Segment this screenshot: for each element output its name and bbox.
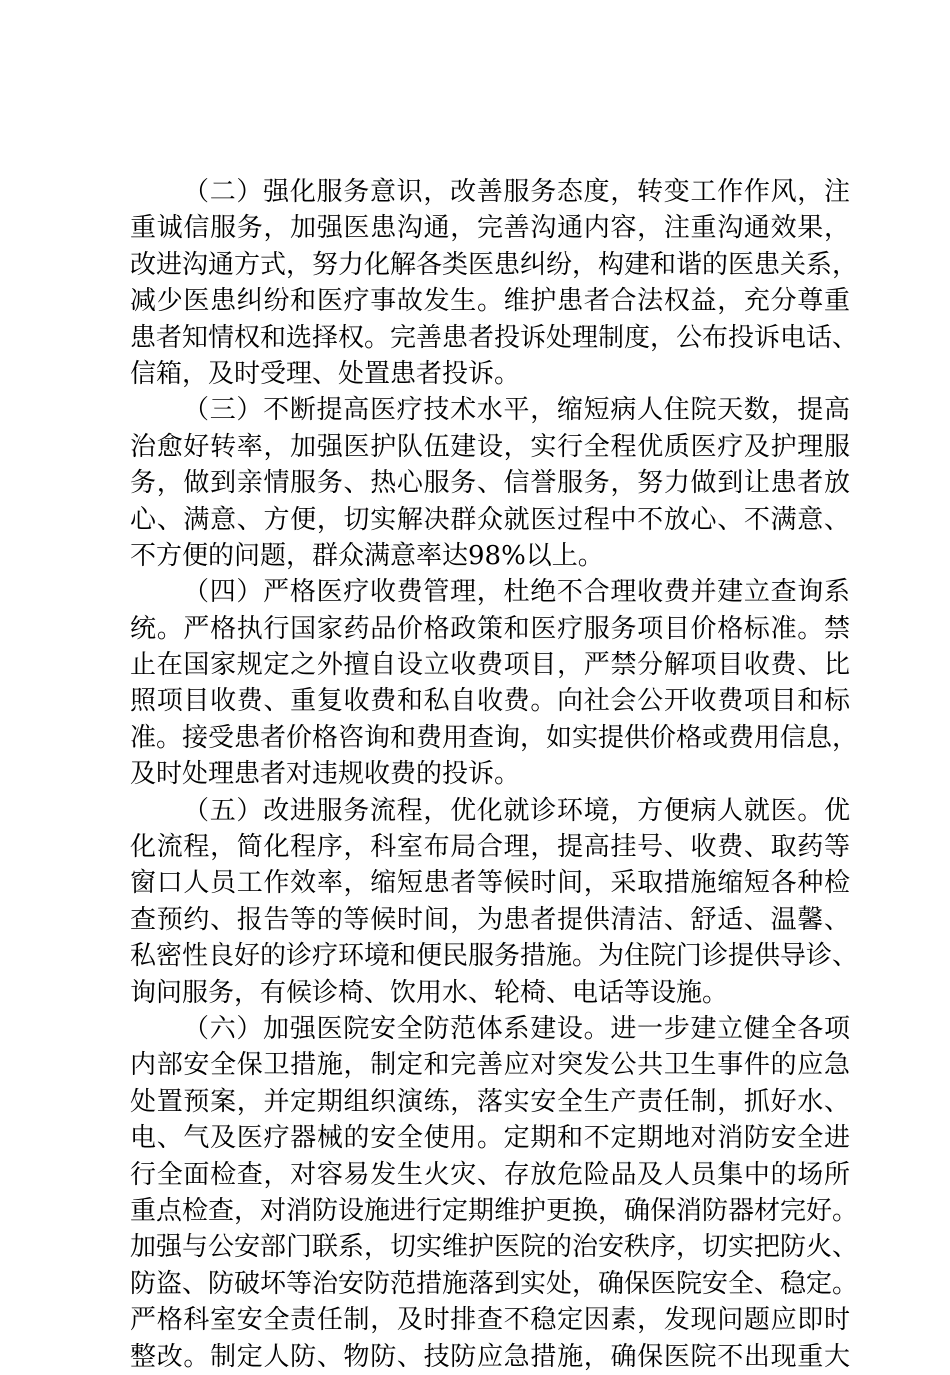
text-line: 防盗、防破坏等治安防范措施落到实处，确保医院安全、稳定。: [130, 1268, 859, 1299]
text-line: （二）强化服务意识，改善服务态度，转变工作作风，注: [183, 177, 850, 207]
text-line: 行全面检查，对容易发生火灾、存放危险品及人员集中的场所: [130, 1159, 850, 1190]
text-line: 止在国家规定之外擅自设立收费项目，严禁分解项目收费、比: [130, 650, 850, 681]
text-line: 内部安全保卫措施，制定和完善应对突发公共卫生事件的应急: [130, 1050, 850, 1081]
text-line: 整改。制定人防、物防、技防应急措施，确保医院不出现重大: [130, 1341, 850, 1372]
text-line: 私密性良好的诊疗环境和便民服务措施。为住院门诊提供导诊、: [130, 941, 859, 972]
text-line: 询问服务，有候诊椅、饮用水、轮椅、电话等设施。: [130, 977, 729, 1008]
text-line: 及时处理患者对违规收费的投诉。: [130, 759, 521, 790]
text-line: 信箱，及时受理、处置患者投诉。: [130, 358, 521, 389]
text-line: 处置预案，并定期组织演练，落实安全生产责任制，抓好水、: [130, 1086, 850, 1117]
text-line: （五）改进服务流程，优化就诊环境，方便病人就医。优: [183, 795, 850, 826]
text-line: （三）不断提高医疗技术水平，缩短病人住院天数，提高: [183, 395, 850, 426]
text-line: 电、气及医疗器械的安全使用。定期和不定期地对消防安全进: [130, 1123, 850, 1154]
text-line: 务，做到亲情服务、热心服务、信誉服务，努力做到让患者放: [130, 468, 850, 499]
text-line: 准。接受患者价格咨询和费用查询，如实提供价格或费用信息，: [130, 722, 859, 753]
text-line: 化流程，简化程序，科室布局合理，提高挂号、收费、取药等: [130, 832, 850, 863]
text-line: 统。严格执行国家药品价格政策和医疗服务项目价格标准。禁: [130, 613, 850, 644]
text-line: 减少医患纠纷和医疗事故发生。维护患者合法权益，充分尊重: [130, 286, 850, 317]
text-line: 改进沟通方式，努力化解各类医患纠纷，构建和谐的医患关系，: [130, 249, 859, 280]
text-line: 重诚信服务，加强医患沟通，完善沟通内容，注重沟通效果，: [130, 213, 850, 244]
text-line: 窗口人员工作效率，缩短患者等候时间，采取措施缩短各种检: [130, 868, 850, 899]
text-line: 加强与公安部门联系，切实维护医院的治安秩序，切实把防火、: [130, 1232, 859, 1263]
text-line: 严格科室安全责任制，及时排查不稳定因素，发现问题应即时: [130, 1305, 850, 1336]
document-body: [130, 174, 859, 1375]
text-line: 患者知情权和选择权。完善患者投诉处理制度，公布投诉电话、: [130, 322, 859, 353]
text-line: 治愈好转率，加强医护队伍建设，实行全程优质医疗及护理服: [130, 431, 850, 462]
text-line: 查预约、报告等的等候时间，为患者提供清洁、舒适、温馨、: [130, 904, 850, 935]
text-line: （六）加强医院安全防范体系建设。进一步建立健全各项: [183, 1013, 850, 1044]
text-line: 重点检查，对消防设施进行定期维护更换，确保消防器材完好。: [130, 1195, 859, 1226]
text-line: 不方便的问题，群众满意率达98%以上。: [130, 540, 604, 571]
text-line: 照项目收费、重复收费和私自收费。向社会公开收费项目和标: [130, 686, 850, 717]
text-line: （四）严格医疗收费管理，杜绝不合理收费并建立查询系: [183, 577, 850, 608]
text-line: 心、满意、方便，切实解决群众就医过程中不放心、不满意、: [130, 504, 850, 535]
